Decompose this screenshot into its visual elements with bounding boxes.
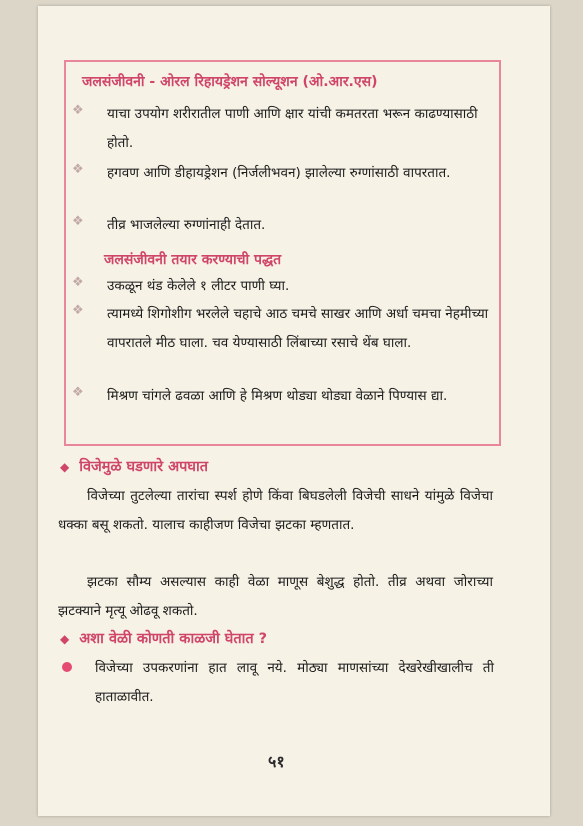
ors-list-item-text: हगवण आणि डीहायड्रेशन (निर्जलीभवन) झालेल्या रुग्णांसाठी वापरतात. <box>107 165 451 181</box>
section-heading-text: अशा वेळी कोणती काळजी घेतात ? <box>79 631 268 647</box>
ors-list-item-text: तीव्र भाजलेल्या रुग्णांनाही देतात. <box>107 217 266 233</box>
page-number: ५१ <box>268 752 285 771</box>
diamond-bullet-icon: ❖ <box>72 103 84 118</box>
method-list-item-text: त्यामध्ये शिगोशीग भरलेले चहाचे आठ चमचे साखर आणि अर्धा चमचा नेहमीच्या वापरातले मीठ घाला. चव येण्यासाठी लिंबाच्या रसाचे थेंब घाला. <box>107 306 489 351</box>
diamond-bullet-icon: ❖ <box>72 214 84 229</box>
ors-list-item <box>72 100 492 158</box>
paragraph: झटका सौम्य असल्यास काही वेळा माणूस बेशुद्ध होतो. तीव्र अथवा जोराच्या झटक्याने मृत्यू ओढवू शकतो. <box>58 574 493 619</box>
diamond-icon: ◆ <box>60 632 70 646</box>
section-heading-precautions <box>60 628 267 648</box>
precaution-list-item-text: विजेच्या उपकरणांना हात लावू नये. मोठ्या माणसांच्या देखरेखीखालीच ती हाताळावीत. <box>95 660 494 705</box>
circle-bullet-icon <box>62 662 72 672</box>
ors-method-subtitle: जलसंजीवनी तयार करण्याची पद्धत <box>104 252 282 268</box>
diamond-bullet-icon: ❖ <box>72 162 84 177</box>
ors-list-item-text: याचा उपयोग शरीरातील पाणी आणि क्षार यांची कमतरता भरून काढण्यासाठी होतो. <box>107 106 478 151</box>
section-heading-electric-accidents <box>60 456 208 476</box>
diamond-bullet-icon: ❖ <box>72 385 84 400</box>
diamond-icon: ◆ <box>60 460 70 474</box>
method-list-item <box>72 300 492 358</box>
diamond-bullet-icon: ❖ <box>72 303 84 318</box>
method-list-item <box>72 272 492 301</box>
paragraph: विजेच्या तुटलेल्या तारांचा स्पर्श होणे किंवा बिघडलेली विजेची साधने यांमुळे विजेचा धक्का बसू शकतो. यालाच काहीजण विजेचा झटका म्हणतात. <box>58 488 493 533</box>
section-heading-text: विजेमुळे घडणारे अपघात <box>79 459 208 475</box>
method-list-item <box>72 382 492 411</box>
diamond-bullet-icon: ❖ <box>72 275 84 290</box>
ors-box-title: जलसंजीवनी - ओरल रिहायड्रेशन सोल्यूशन (ओ.आर.एस) <box>82 74 378 90</box>
method-list-item-text: मिश्रण चांगले ढवळा आणि हे मिश्रण थोड्या थोड्या वेळाने पिण्यास द्या. <box>107 388 448 404</box>
ors-list-item <box>72 211 492 240</box>
ors-info-box <box>64 60 501 446</box>
precaution-list-item <box>62 654 494 712</box>
method-list-item-text: उकळून थंड केलेले १ लीटर पाणी घ्या. <box>107 278 290 294</box>
ors-list-item <box>72 159 492 188</box>
document-page <box>38 6 550 816</box>
